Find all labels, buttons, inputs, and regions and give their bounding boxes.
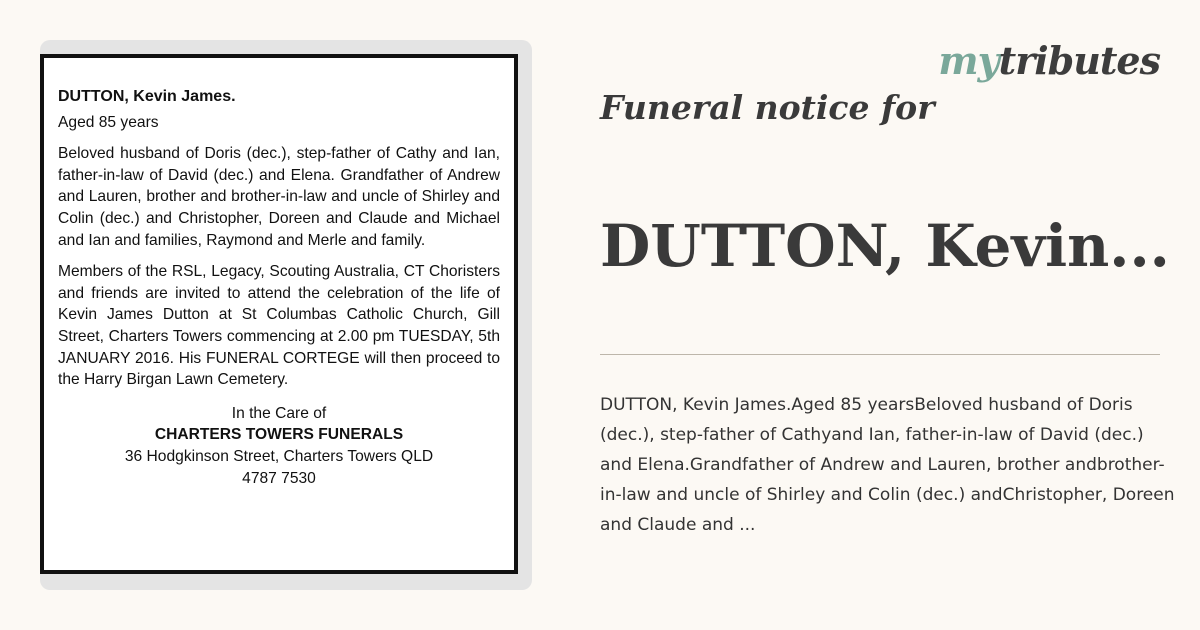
notice-care-firm: CHARTERS TOWERS FUNERALS	[154, 426, 404, 444]
notice-care-phone: 4787 7530	[242, 469, 316, 487]
notice-excerpt: DUTTON, Kevin James.Aged 85 yearsBeloved husband of Doris (dec.), step-father of Cathyand Ian, father-in-law of David (dec.) and Elena.Grandfather of Andrew and Lauren, brother andbrother-in-law and uncle of Shirley and Colin (dec.) andChristopher, Doreen and Claude and ...	[600, 395, 1175, 535]
mytributes-logo[interactable]	[938, 38, 1160, 83]
logo-my: my	[938, 38, 999, 83]
page-title: DUTTON, Kevin...	[600, 212, 1170, 280]
notice-deceased-name: DUTTON, Kevin James.	[58, 88, 236, 105]
notice-image	[40, 40, 532, 590]
notice-care-block	[58, 403, 500, 489]
notice-family-paragraph: Beloved husband of Doris (dec.), step-father of Cathy and Ian, father-in-law of David (dec.) and Elena. Grandfather of Andrew and Lauren, brother and brother-in-law and uncle of Shirley and Colin (dec.) and Christopher, Doreen and Claude and Michael and Ian and families, Raymond and Merle and family.	[58, 145, 500, 249]
page-subtitle: Funeral notice for	[600, 88, 935, 127]
notice-age: Aged 85 years	[58, 113, 159, 131]
notice-care-address: 36 Hodgkinson Street, Charters Towers QLD	[124, 447, 434, 465]
notice-service-paragraph: Members of the RSL, Legacy, Scouting Australia, CT Choristers and friends are invited to attend the celebration of the life of Kevin James Dutton at St Columbas Catholic Church, Gill Street, Charters Towers commencing at 2.00 pm TUESDAY, 5th JANUARY 2016. His FUNERAL CORTEGE will then proceed to the Harry Birgan Lawn Cemetery.	[58, 263, 500, 389]
notice-care-intro: In the Care of	[231, 404, 327, 422]
divider	[600, 354, 1160, 355]
logo-tributes: tributes	[998, 38, 1160, 83]
notice-frame	[40, 54, 518, 574]
